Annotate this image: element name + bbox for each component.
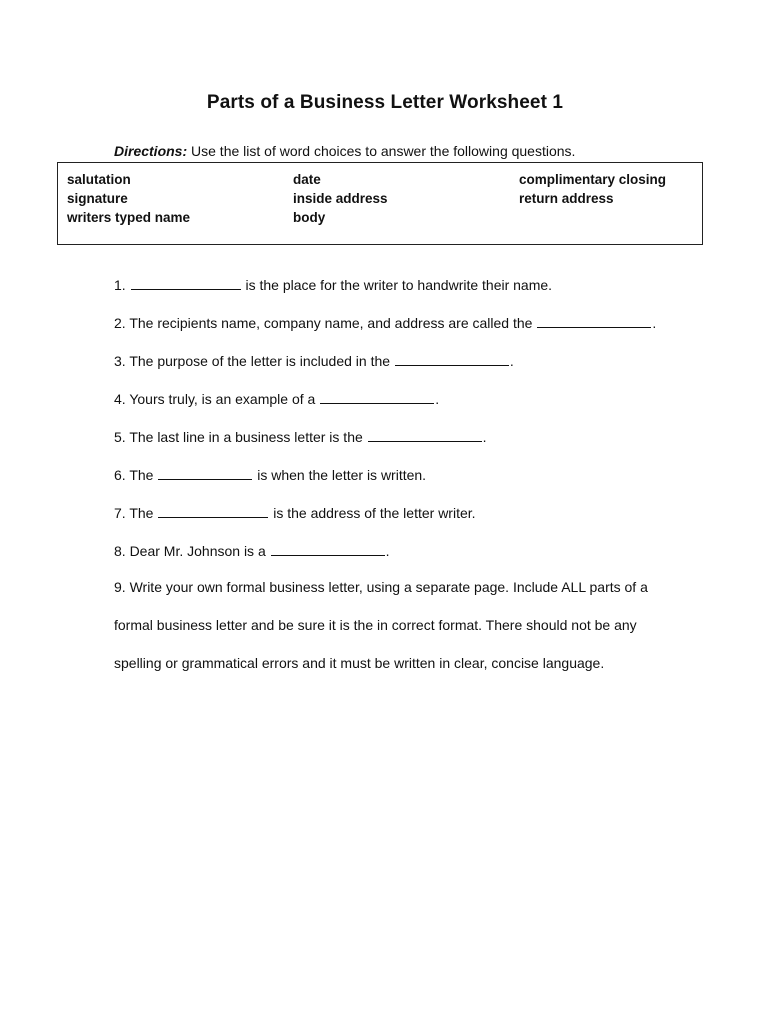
question-text: is the place for the writer to handwrite their name. [241, 277, 553, 293]
word-choices-column-3 [519, 170, 666, 208]
word-choice: salutation [67, 172, 131, 187]
question-text: 7. The [114, 505, 158, 521]
question-3 [114, 351, 514, 369]
question-text: . [652, 315, 657, 331]
question-6 [114, 465, 426, 483]
question-text: . [482, 429, 487, 445]
answer-blank[interactable] [158, 465, 252, 480]
word-choice: inside address [293, 191, 388, 206]
worksheet-title: Parts of a Business Letter Worksheet 1 [206, 92, 564, 113]
question-text: 1. [114, 277, 130, 293]
word-choice: signature [67, 191, 128, 206]
word-choice: return address [519, 191, 614, 206]
word-choices-box [57, 162, 703, 245]
question-text: . [385, 543, 390, 559]
answer-blank[interactable] [368, 427, 482, 442]
directions-text: Use the list of word choices to answer the following questions. [187, 143, 576, 159]
directions [114, 143, 575, 159]
question-9-line-1: 9. Write your own formal business letter, using a separate page. Include ALL parts of a [114, 579, 648, 595]
answer-blank[interactable] [131, 275, 241, 290]
question-text: 8. Dear Mr. Johnson is a [114, 543, 270, 559]
question-1 [114, 275, 552, 293]
question-8 [114, 541, 390, 559]
directions-label: Directions: [114, 143, 188, 159]
question-text: 4. Yours truly, is an example of a [114, 391, 320, 407]
answer-blank[interactable] [158, 503, 268, 518]
question-5 [114, 427, 487, 445]
question-text: . [509, 353, 514, 369]
question-4 [114, 389, 439, 407]
answer-blank[interactable] [271, 541, 385, 556]
question-text: 2. The recipients name, company name, and address are called the [114, 315, 537, 331]
word-choices-column-2 [293, 170, 388, 227]
question-text: is when the letter is written. [253, 467, 427, 483]
question-text: . [435, 391, 440, 407]
word-choice: date [293, 172, 321, 187]
question-9-line-3: spelling or grammatical errors and it must be written in clear, concise language. [114, 655, 605, 671]
question-7 [114, 503, 476, 521]
word-choice: body [293, 210, 326, 225]
answer-blank[interactable] [320, 389, 434, 404]
word-choices-column-1 [67, 170, 190, 227]
word-choice: complimentary closing [519, 172, 667, 187]
question-9-line-2: formal business letter and be sure it is the in correct format. There should not be any [114, 617, 637, 633]
question-text: 3. The purpose of the letter is included in the [114, 353, 394, 369]
question-text: 6. The [114, 467, 158, 483]
question-text: is the address of the letter writer. [269, 505, 476, 521]
answer-blank[interactable] [537, 313, 651, 328]
answer-blank[interactable] [395, 351, 509, 366]
word-choice: writers typed name [67, 210, 191, 225]
question-2 [114, 313, 656, 331]
question-text: 5. The last line in a business letter is the [114, 429, 367, 445]
